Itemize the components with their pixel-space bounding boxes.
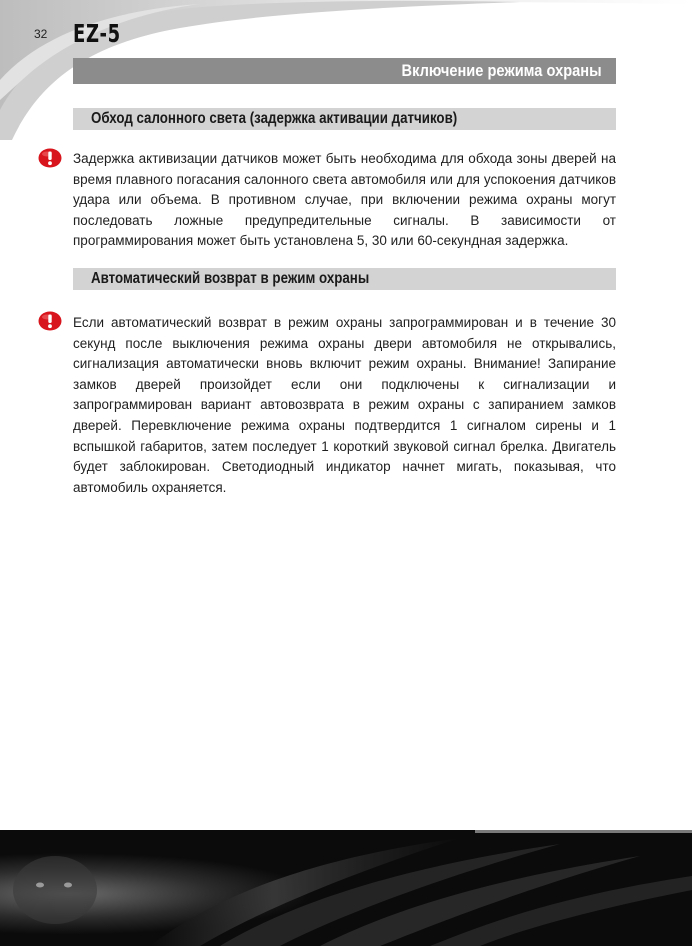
footer-banner-image <box>0 830 692 946</box>
page-number: 32 <box>34 27 48 41</box>
exclamation-warning-icon <box>38 148 62 168</box>
brand-logo: EZ-5 <box>73 19 121 48</box>
section-heading-bar <box>73 108 616 130</box>
exclamation-warning-icon <box>38 311 62 331</box>
page-title-bar <box>73 58 616 84</box>
section-paragraph: Если автоматический возврат в режим охраны запрограммирован и в течение 30 секунд после выключения режима охраны двери автомобиля не открывались, сигнализация автоматически вновь включит режим охраны. Внимание! Запирание замков дверей произойдет если они подключены к сигнализации и запрограммирован вариант автовозврата в режим охраны с запиранием замков дверей. Перевключение режима охраны подтвердится 1 сигналом сирены и 1 вспышкой габаритов, затем последует 1 короткий звуковой сигнал брелка. Двигатель будет заблокирован. Светодиодный индикатор начнет мигать, показывая, что автомобиль охраняется. <box>73 315 616 495</box>
page-title: Включение режима охраны <box>401 61 602 80</box>
section-heading-bar <box>73 268 616 290</box>
section-heading: Обход салонного света (задержка активации датчиков) <box>91 110 458 127</box>
section-paragraph: Задержка активизации датчиков может быть необходима для обхода зоны дверей на время плавного погасания салонного света автомобиля или для успокоения датчиков удара или объема. В противном случае, при включении режима охраны могут последовать ложные предупредительные сигналы. В зависимости от программирования может быть установлена 5, 30 или 60-секундная задержка. <box>73 151 616 249</box>
section-heading: Автоматический возврат в режим охраны <box>91 270 370 287</box>
